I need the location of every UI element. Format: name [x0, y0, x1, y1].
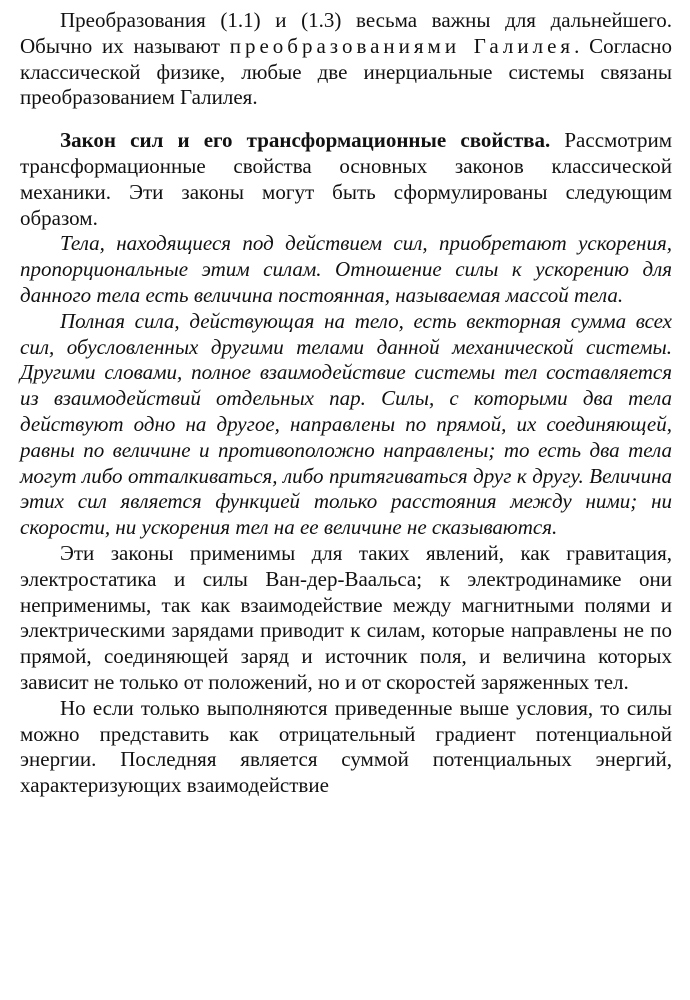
paragraph-gap	[20, 111, 672, 128]
paragraph-text: . Согласно классической физике, любые две инерциальные системы связаны преобразованием Галилея.	[20, 33, 672, 110]
paragraph-text: Рассмотрим трансформационные свойства основных законов классической механики. Эти законы могут быть сформулированы следующим образом.	[20, 128, 672, 230]
paragraph-section-force-law	[20, 128, 672, 231]
law-statement-1: Тела, находящиеся под действием сил, приобретают ускорения, пропорциональные этим силам. Отношение силы к ускорению для данного тела есть величина постоянная, называемая массой тела.	[20, 231, 672, 307]
paragraph-text: Преобразования (1.1) и (1.3) весьма важны для дальнейшего. Обычно их называют	[20, 8, 672, 58]
law-statement-2: Полная сила, действующая на тело, есть векторная сумма всех сил, обусловленных другими телами данной механической системы. Другими словами, полное взаимодействие системы тел составляется из взаимодействий отдельных пар. Силы, с которыми два тела действуют одно на другое, направлены по прямой, их соединяющей, равны по величине и противоположно направлены; то есть два тела могут либо отталкиваться, либо притягиваться друг к другу. Величина этих сил является функцией только расстояния между ними; ни скорости, ни ускорения тел на ее величине не сказываются.	[20, 308, 672, 540]
document-page	[20, 8, 672, 799]
paragraph-galilean-transformations	[20, 8, 672, 111]
paragraph-potential-energy: Но если только выполняются приведенные выше условия, то силы можно представить как отрицательный градиент потенциальной энергии. Последняя является суммой потенциальных энергий, характеризующих взаимодействие	[20, 695, 672, 798]
section-heading: Закон сил и его трансформационные свойства.	[60, 128, 551, 153]
paragraph-applicability: Эти законы применимы для таких явлений, как гравитация, электростатика и силы Ван-дер-Ваальса; к электродинамике они неприменимы, так как взаимодействие между магнитными полями и электрическими зарядами приводит к силам, которые направлены не по прямой, соединяющей заряд и источник поля, и величина которых зависит не только от положений, но и от скоростей заряженных тел.	[20, 540, 672, 694]
spaced-term: преобразованиями Галилея	[229, 33, 575, 58]
